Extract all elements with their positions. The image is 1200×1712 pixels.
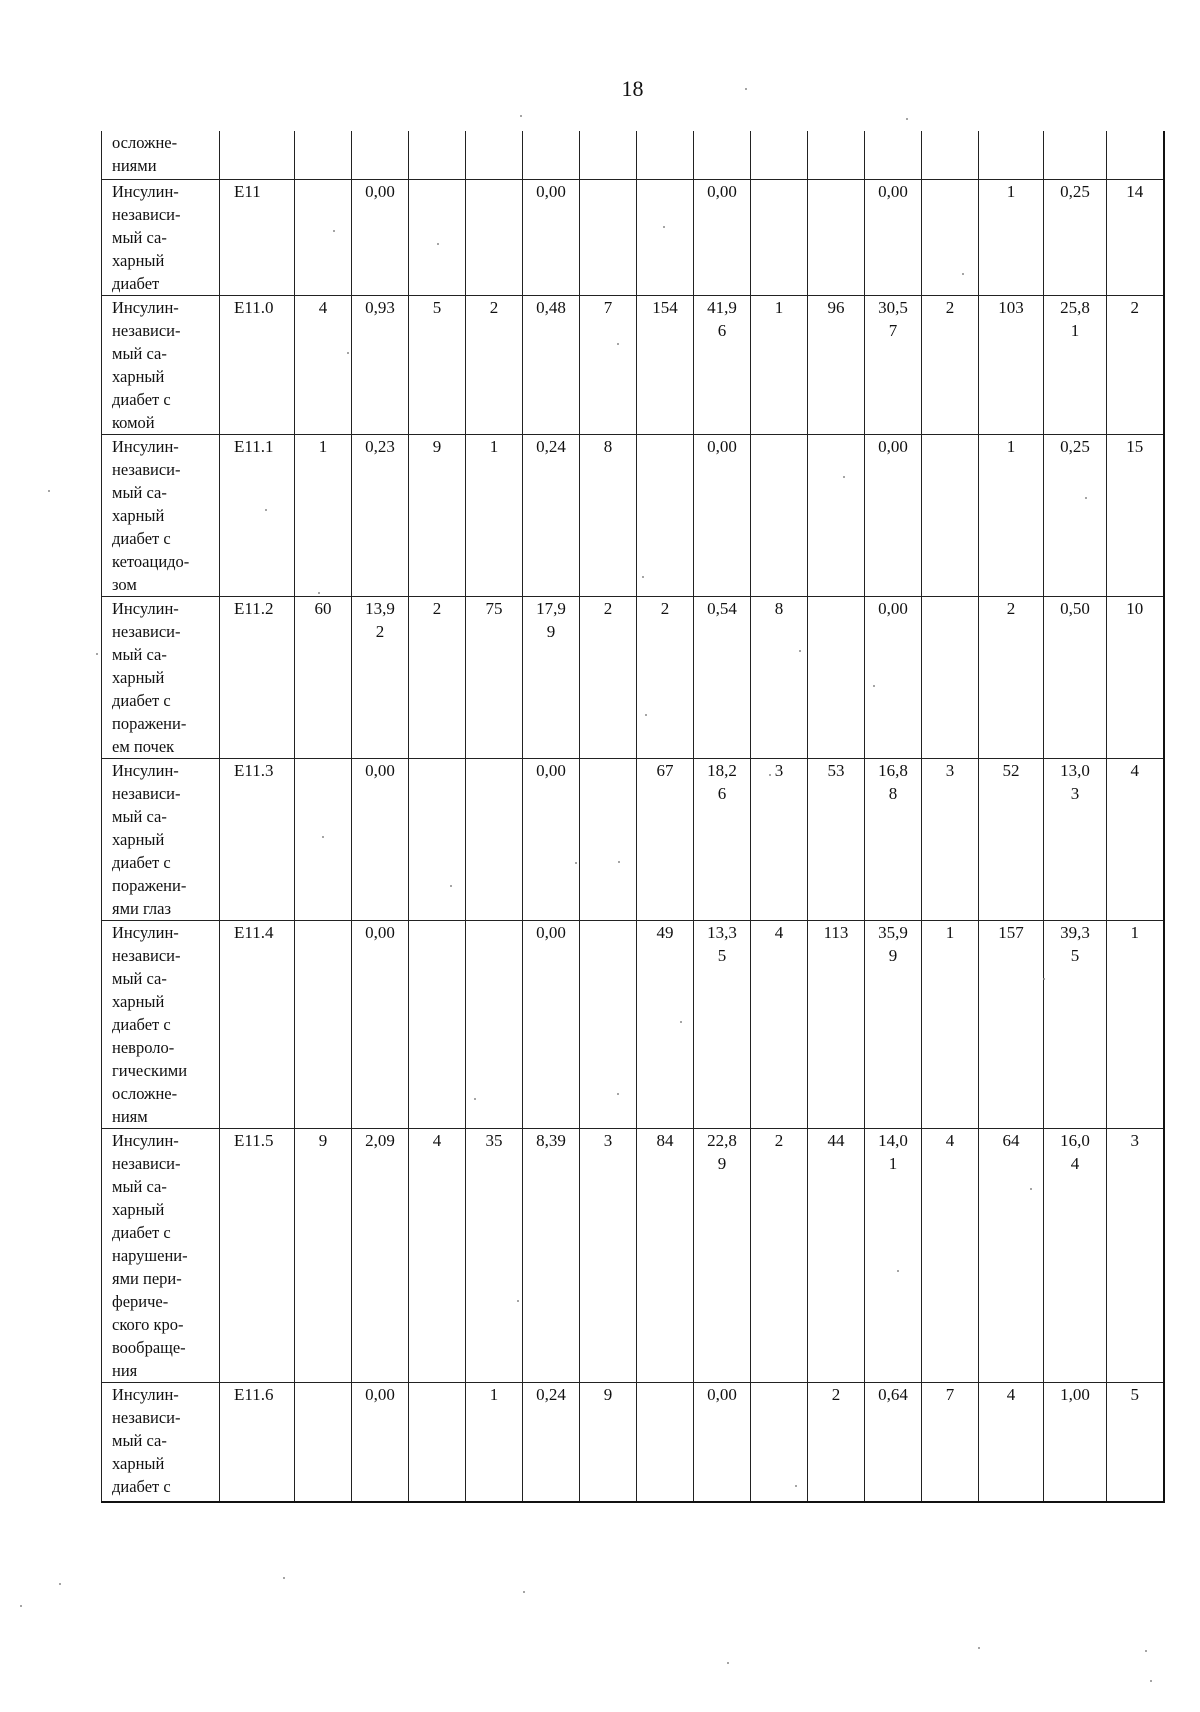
diagnosis-name-cell: Инсулин- независи- мый са- харный диабет с поражени- ями глаз [102, 758, 220, 920]
value-cell: 2 [808, 1382, 865, 1502]
diagnosis-name-cell: Инсулин- независи- мый са- харный диабет [102, 179, 220, 295]
value-cell: 1 [466, 434, 523, 596]
diagnosis-name-cell: Инсулин- независи- мый са- харный диабет с нарушени- ями пери- фериче- ского кро- вообраще- ния [102, 1128, 220, 1382]
value-cell [580, 179, 637, 295]
value-cell: 64 [979, 1128, 1044, 1382]
value-cell: 1 [751, 295, 808, 434]
value-cell: 9 [580, 1382, 637, 1502]
value-cell: 2 [580, 596, 637, 758]
value-cell [295, 758, 352, 920]
value-cell: 30,5 7 [865, 295, 922, 434]
value-cell [637, 1382, 694, 1502]
value-cell: 5 [409, 295, 466, 434]
value-cell: 0,64 [865, 1382, 922, 1502]
value-cell: 3 [751, 758, 808, 920]
value-cell [580, 131, 637, 179]
value-cell: 113 [808, 920, 865, 1128]
value-cell [466, 131, 523, 179]
diagnosis-name-cell: Инсулин- независи- мый са- харный диабет с [102, 1382, 220, 1502]
value-cell: 0,00 [352, 758, 409, 920]
value-cell: 3 [580, 1128, 637, 1382]
value-cell: 0,24 [523, 434, 580, 596]
value-cell: 49 [637, 920, 694, 1128]
value-cell: 16,8 8 [865, 758, 922, 920]
value-cell: 3 [1107, 1128, 1164, 1382]
value-cell [295, 1382, 352, 1502]
icd-code-cell [220, 131, 295, 179]
value-cell [637, 179, 694, 295]
value-cell: 0,25 [1044, 179, 1107, 295]
value-cell: 0,93 [352, 295, 409, 434]
value-cell: 3 [922, 758, 979, 920]
value-cell [865, 131, 922, 179]
value-cell: 2 [637, 596, 694, 758]
value-cell [979, 131, 1044, 179]
value-cell: 16,0 4 [1044, 1128, 1107, 1382]
value-cell: 2 [1107, 295, 1164, 434]
value-cell: 5 [1107, 1382, 1164, 1502]
table-row [102, 434, 1164, 596]
page-number: 18 [621, 76, 644, 101]
value-cell [580, 920, 637, 1128]
value-cell [1044, 131, 1107, 179]
value-cell: 0,00 [694, 179, 751, 295]
value-cell [637, 434, 694, 596]
icd-code-cell: E11.6 [220, 1382, 295, 1502]
diagnosis-name-cell: Инсулин- независи- мый са- харный диабет с комой [102, 295, 220, 434]
value-cell: 0,00 [352, 179, 409, 295]
value-cell: 52 [979, 758, 1044, 920]
value-cell: 2 [922, 295, 979, 434]
value-cell: 0,00 [352, 920, 409, 1128]
value-cell: 0,24 [523, 1382, 580, 1502]
value-cell: 1 [979, 179, 1044, 295]
value-cell [922, 179, 979, 295]
value-cell: 75 [466, 596, 523, 758]
value-cell [808, 596, 865, 758]
value-cell: 4 [979, 1382, 1044, 1502]
value-cell: 0,54 [694, 596, 751, 758]
value-cell: 35,9 9 [865, 920, 922, 1128]
value-cell: 41,9 6 [694, 295, 751, 434]
icd-code-cell: E11.4 [220, 920, 295, 1128]
value-cell [409, 1382, 466, 1502]
value-cell: 4 [922, 1128, 979, 1382]
value-cell [751, 1382, 808, 1502]
icd-code-cell: E11 [220, 179, 295, 295]
table-row [102, 179, 1164, 295]
value-cell: 8 [751, 596, 808, 758]
icd-code-cell: E11.2 [220, 596, 295, 758]
value-cell: 0,23 [352, 434, 409, 596]
value-cell: 2 [751, 1128, 808, 1382]
table-row [102, 920, 1164, 1128]
value-cell [922, 434, 979, 596]
value-cell: 0,00 [694, 434, 751, 596]
value-cell: 0,00 [865, 179, 922, 295]
value-cell: 96 [808, 295, 865, 434]
value-cell: 67 [637, 758, 694, 920]
value-cell: 4 [751, 920, 808, 1128]
icd-code-cell: E11.3 [220, 758, 295, 920]
diagnosis-name-cell: Инсулин- независи- мый са- харный диабет с невроло- гическими осложне- ниям [102, 920, 220, 1128]
table-row [102, 1128, 1164, 1382]
value-cell [922, 596, 979, 758]
value-cell: 8,39 [523, 1128, 580, 1382]
value-cell: 18,2 6 [694, 758, 751, 920]
value-cell: 7 [580, 295, 637, 434]
value-cell: 4 [1107, 758, 1164, 920]
value-cell [808, 434, 865, 596]
value-cell: 0,00 [352, 1382, 409, 1502]
value-cell: 0,48 [523, 295, 580, 434]
value-cell [751, 179, 808, 295]
table-row [102, 295, 1164, 434]
value-cell: 0,00 [865, 596, 922, 758]
value-cell [1107, 131, 1164, 179]
value-cell: 0,00 [865, 434, 922, 596]
value-cell: 13,3 5 [694, 920, 751, 1128]
value-cell: 13,9 2 [352, 596, 409, 758]
value-cell: 53 [808, 758, 865, 920]
value-cell [295, 131, 352, 179]
value-cell: 2,09 [352, 1128, 409, 1382]
value-cell: 2 [409, 596, 466, 758]
value-cell: 13,0 3 [1044, 758, 1107, 920]
value-cell: 154 [637, 295, 694, 434]
diagnosis-name-cell: осложне- ниями [102, 131, 220, 179]
value-cell: 1 [979, 434, 1044, 596]
value-cell [808, 179, 865, 295]
value-cell: 60 [295, 596, 352, 758]
value-cell: 4 [409, 1128, 466, 1382]
value-cell: 39,3 5 [1044, 920, 1107, 1128]
value-cell: 7 [922, 1382, 979, 1502]
value-cell: 0,50 [1044, 596, 1107, 758]
value-cell: 4 [295, 295, 352, 434]
icd-code-cell: E11.0 [220, 295, 295, 434]
value-cell [466, 179, 523, 295]
table-row [102, 758, 1164, 920]
value-cell [751, 131, 808, 179]
value-cell [466, 920, 523, 1128]
value-cell: 103 [979, 295, 1044, 434]
icd-code-cell: E11.5 [220, 1128, 295, 1382]
value-cell: 2 [466, 295, 523, 434]
value-cell: 1 [295, 434, 352, 596]
value-cell [409, 131, 466, 179]
value-cell: 2 [979, 596, 1044, 758]
value-cell: 0,00 [523, 758, 580, 920]
diagnosis-name-cell: Инсулин- независи- мый са- харный диабет с кетоацидо- зом [102, 434, 220, 596]
value-cell: 35 [466, 1128, 523, 1382]
value-cell: 22,8 9 [694, 1128, 751, 1382]
value-cell: 84 [637, 1128, 694, 1382]
value-cell: 44 [808, 1128, 865, 1382]
value-cell [466, 758, 523, 920]
value-cell: 15 [1107, 434, 1164, 596]
value-cell [523, 131, 580, 179]
value-cell [922, 131, 979, 179]
icd-code-cell: E11.1 [220, 434, 295, 596]
table-row [102, 131, 1164, 179]
value-cell: 17,9 9 [523, 596, 580, 758]
value-cell: 8 [580, 434, 637, 596]
value-cell: 0,00 [694, 1382, 751, 1502]
value-cell: 9 [295, 1128, 352, 1382]
value-cell [352, 131, 409, 179]
value-cell [409, 179, 466, 295]
value-cell: 14,0 1 [865, 1128, 922, 1382]
value-cell [409, 920, 466, 1128]
value-cell [580, 758, 637, 920]
value-cell [409, 758, 466, 920]
value-cell: 157 [979, 920, 1044, 1128]
value-cell: 10 [1107, 596, 1164, 758]
statistics-table [101, 131, 1165, 1503]
value-cell: 1 [922, 920, 979, 1128]
value-cell [295, 179, 352, 295]
value-cell [637, 131, 694, 179]
value-cell: 1,00 [1044, 1382, 1107, 1502]
value-cell: 14 [1107, 179, 1164, 295]
value-cell [751, 434, 808, 596]
value-cell [808, 131, 865, 179]
table-row [102, 596, 1164, 758]
value-cell: 1 [1107, 920, 1164, 1128]
value-cell [295, 920, 352, 1128]
table-row [102, 1382, 1164, 1502]
value-cell: 1 [466, 1382, 523, 1502]
value-cell: 0,25 [1044, 434, 1107, 596]
diagnosis-name-cell: Инсулин- независи- мый са- харный диабет с поражени- ем почек [102, 596, 220, 758]
value-cell: 0,00 [523, 179, 580, 295]
value-cell: 9 [409, 434, 466, 596]
value-cell: 25,8 1 [1044, 295, 1107, 434]
value-cell [694, 131, 751, 179]
value-cell: 0,00 [523, 920, 580, 1128]
